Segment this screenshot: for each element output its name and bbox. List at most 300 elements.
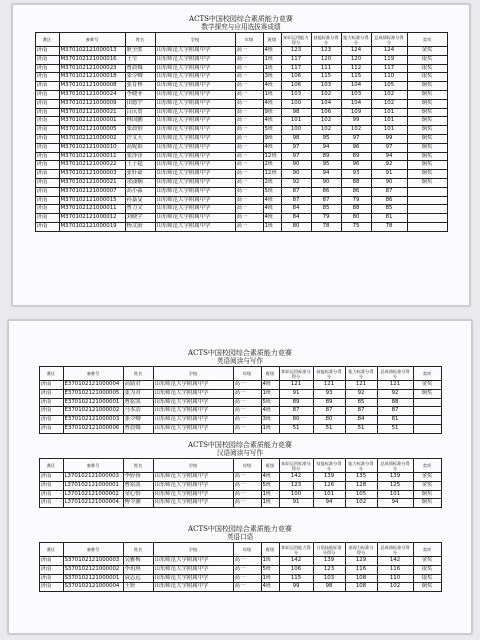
- table-cell: S370102121000004: [63, 583, 123, 592]
- table-cell: E370102121000005: [63, 389, 123, 398]
- table-cell: 100: [281, 99, 311, 108]
- table-cell: 济南: [35, 47, 59, 56]
- table-cell: 100: [279, 490, 313, 499]
- table-cell: 高一: [233, 565, 261, 574]
- table-cell: 86: [311, 187, 341, 196]
- table-cell: 78: [371, 222, 407, 231]
- table-cell: 123: [311, 47, 341, 56]
- table-cell: 高一: [233, 473, 261, 482]
- table-cell: 87: [279, 407, 313, 416]
- table-cell: 86: [341, 187, 371, 196]
- table-cell: 山东师范大学附属中学: [153, 424, 233, 433]
- table-cell: 山东师范大学附属中学: [153, 565, 233, 574]
- table-cell: 4班: [263, 82, 281, 91]
- table-cell: 123: [281, 47, 311, 56]
- table-cell: 张令卿: [123, 416, 153, 425]
- column-header: 学校: [153, 543, 233, 557]
- table-row: [35, 126, 447, 135]
- table-cell: 刘晓宇: [125, 214, 155, 223]
- table-cell: M370102121000003: [59, 170, 125, 179]
- table-cell: 山东师范大学附属中学: [155, 178, 235, 187]
- table-cell: 济南: [35, 205, 59, 214]
- table-cell: 山东师范大学附属中学: [155, 152, 235, 161]
- table-cell: 9班: [263, 108, 281, 117]
- table-cell: 山东师范大学附属中学: [155, 214, 235, 223]
- table-cell: 金奖: [413, 473, 441, 482]
- table-cell: 123: [279, 481, 313, 490]
- table-cell: 山东师范大学附属中学: [155, 47, 235, 56]
- column-header: 知识运用标准分得分: [279, 459, 313, 473]
- table-cell: 111: [311, 64, 341, 73]
- table-cell: 96: [341, 143, 371, 152]
- table-cell: 铜奖: [407, 90, 447, 99]
- table-cell: 102: [311, 90, 341, 99]
- table-cell: 济南: [35, 82, 59, 91]
- table-cell: 103: [341, 90, 371, 99]
- table-cell: M370102121000016: [59, 55, 125, 64]
- table-cell: 94: [313, 499, 345, 508]
- table-row: [39, 398, 441, 407]
- column-header: 姓名: [123, 459, 153, 473]
- table-cell: 高一: [235, 152, 263, 161]
- table-cell: 117: [371, 64, 407, 73]
- table-cell: [407, 222, 447, 231]
- column-header: 口语技能标准分得分: [313, 543, 345, 557]
- table-cell: 103: [311, 82, 341, 91]
- table-cell: 高一: [235, 205, 263, 214]
- table-cell: 89: [311, 152, 341, 161]
- table-cell: 曹力文: [125, 205, 155, 214]
- table-cell: 傅令涵: [123, 499, 153, 508]
- table-cell: 101: [281, 117, 311, 126]
- table-cell: 4班: [263, 205, 281, 214]
- table-row: [35, 205, 447, 214]
- table-cell: 林国鹏: [125, 117, 155, 126]
- table-cell: 100: [281, 126, 311, 135]
- table-cell: 142: [377, 557, 413, 566]
- table-cell: [407, 196, 447, 205]
- table-cell: M370102121000008: [59, 82, 125, 91]
- table-cell: 135: [345, 473, 377, 482]
- table-cell: 94: [371, 152, 407, 161]
- table-cell: 济南: [35, 99, 59, 108]
- table-cell: 济南: [35, 126, 59, 135]
- math-subtitle: 数学探究与应用选拔赛成绩: [201, 23, 281, 31]
- table-cell: 94: [311, 170, 341, 179]
- table-row: [35, 214, 447, 223]
- table-cell: 高一: [235, 143, 263, 152]
- table-cell: 济南: [35, 108, 59, 117]
- table-cell: 高一: [235, 90, 263, 99]
- english-speaking-title: ACTS中国校园综合素质能力竞赛: [188, 525, 292, 533]
- table-row: [35, 170, 447, 179]
- table-cell: 济南: [35, 161, 59, 170]
- column-header: 姓名: [123, 543, 153, 557]
- table-cell: 高一: [235, 222, 263, 231]
- table-cell: 2班: [263, 161, 281, 170]
- table-cell: 张晨怡: [125, 126, 155, 135]
- table-row: [39, 583, 441, 592]
- table-cell: E370102121000001: [63, 398, 123, 407]
- table-row: [35, 82, 447, 91]
- table-cell: 济南: [35, 187, 59, 196]
- column-header: 技能标准分得分: [313, 367, 345, 381]
- table-cell: M370102121000018: [59, 73, 125, 82]
- column-header: 奖项: [407, 33, 447, 47]
- table-cell: 高一: [235, 108, 263, 117]
- table-cell: 91: [279, 499, 313, 508]
- table-cell: 5班: [261, 481, 279, 490]
- table-cell: 1班: [263, 90, 281, 99]
- table-cell: 银奖: [407, 64, 447, 73]
- table-cell: 139: [313, 473, 345, 482]
- table-cell: 90: [311, 178, 341, 187]
- table-cell: 120: [311, 55, 341, 64]
- table-cell: 铜奖: [413, 499, 441, 508]
- table-cell: 106: [281, 82, 311, 91]
- table-row: [35, 143, 447, 152]
- table-cell: 铜奖: [413, 389, 441, 398]
- table-cell: 济南: [35, 55, 59, 64]
- column-header: 学校: [155, 33, 235, 47]
- table-cell: 80: [279, 416, 313, 425]
- table-cell: 袁志远: [123, 574, 153, 583]
- table-cell: 张轩豪: [125, 170, 155, 179]
- table-cell: 铜奖: [407, 117, 447, 126]
- table-row: [39, 557, 441, 566]
- table-cell: 余潇娴: [125, 178, 155, 187]
- table-cell: 121: [313, 381, 345, 390]
- table-cell: 高一: [235, 170, 263, 179]
- column-header: 总成绩标准分得分: [371, 33, 407, 47]
- table-cell: 济南: [35, 214, 59, 223]
- column-header: 能力标准分得分: [345, 459, 377, 473]
- table-row: [39, 473, 441, 482]
- table-row: [35, 99, 447, 108]
- table-cell: 85: [311, 205, 341, 214]
- column-header: 总成绩标准分得分: [377, 543, 413, 557]
- table-row: [39, 499, 441, 508]
- column-header: 奖项: [413, 459, 441, 473]
- table-cell: 山东师范大学附属中学: [153, 416, 233, 425]
- table-cell: 97: [341, 134, 371, 143]
- table-cell: 1班: [261, 557, 279, 566]
- table-cell: M370102121000013: [59, 47, 125, 56]
- table-cell: 高妮娟: [125, 143, 155, 152]
- table-cell: 金奖: [413, 557, 441, 566]
- table-row: [39, 407, 441, 416]
- table-cell: 山东师范大学附属中学: [155, 170, 235, 179]
- column-header: 赛区: [39, 543, 63, 557]
- table-cell: E370102121000004: [63, 381, 123, 390]
- table-cell: M370102121000021: [59, 178, 125, 187]
- table-cell: 4班: [263, 143, 281, 152]
- table-cell: 山东师范大学附属中学: [153, 407, 233, 416]
- table-cell: 高一: [233, 574, 261, 583]
- table-cell: 山东师范大学附属中学: [155, 134, 235, 143]
- score-sheet-bottom: [8, 320, 472, 634]
- table-cell: 4班: [261, 473, 279, 482]
- table-cell: 吴雅梅: [123, 557, 153, 566]
- table-cell: 124: [371, 47, 407, 56]
- table-row: [35, 64, 447, 73]
- table-row: [35, 134, 447, 143]
- math-section: [13, 15, 469, 232]
- table-cell: 98: [281, 134, 311, 143]
- table-cell: 5班: [263, 187, 281, 196]
- table-cell: 许文天: [125, 134, 155, 143]
- table-cell: M370102121000011: [59, 152, 125, 161]
- math-title: ACTS中国校园综合素质能力竞赛: [189, 15, 293, 23]
- table-cell: 高一: [233, 389, 261, 398]
- table-cell: 87: [313, 407, 345, 416]
- table-cell: 126: [313, 481, 345, 490]
- table-cell: M370102121000012: [59, 214, 125, 223]
- column-header: 总成绩标准分得分: [377, 459, 413, 473]
- table-cell: 张泽泽: [125, 152, 155, 161]
- table-cell: 高一: [233, 583, 261, 592]
- table-cell: 99: [371, 134, 407, 143]
- table-cell: M370102121000011: [59, 205, 125, 214]
- table-cell: 铜奖: [407, 108, 447, 117]
- table-cell: 高一: [235, 82, 263, 91]
- table-cell: 马本浩: [123, 407, 153, 416]
- table-cell: 97: [281, 143, 311, 152]
- table-cell: 银奖: [407, 73, 447, 82]
- english-reading-section: [9, 349, 471, 434]
- table-cell: 1班: [263, 64, 281, 73]
- table-cell: 97: [281, 152, 311, 161]
- table-cell: [407, 214, 447, 223]
- table-cell: 92: [345, 389, 377, 398]
- table-cell: 济南: [35, 73, 59, 82]
- table-row: [35, 161, 447, 170]
- table-cell: L370102121000004: [63, 499, 123, 508]
- table-cell: 87: [377, 407, 413, 416]
- table-cell: 铜奖: [407, 134, 447, 143]
- table-cell: [413, 398, 441, 407]
- table-cell: 102: [311, 117, 341, 126]
- table-cell: 87: [371, 187, 407, 196]
- table-cell: 101: [371, 117, 407, 126]
- column-header: 能力标准分得分: [341, 33, 371, 47]
- table-cell: 106: [279, 565, 313, 574]
- table-cell: 104: [341, 82, 371, 91]
- table-cell: 128: [345, 481, 377, 490]
- table-cell: 94: [377, 499, 413, 508]
- chinese-reading-section: [9, 441, 471, 508]
- table-row: [39, 490, 441, 499]
- table-cell: 12班: [263, 170, 281, 179]
- table-cell: 李晓菲: [125, 90, 155, 99]
- table-row: [35, 55, 447, 64]
- english-speaking-section: [9, 525, 471, 592]
- table-cell: 济南: [39, 574, 63, 583]
- table-cell: 山东师范大学附属中学: [155, 143, 235, 152]
- table-cell: 106: [281, 73, 311, 82]
- column-header: 奖项: [413, 367, 441, 381]
- table-cell: 铜奖: [413, 490, 441, 499]
- table-cell: 高一: [235, 99, 263, 108]
- chinese-reading-table: [39, 458, 442, 508]
- table-row: [39, 424, 441, 433]
- table-cell: 117: [281, 55, 311, 64]
- table-cell: 曹铭凯: [123, 481, 153, 490]
- table-cell: 山东师范大学附属中学: [153, 381, 233, 390]
- table-cell: 87: [311, 196, 341, 205]
- table-cell: 84: [281, 205, 311, 214]
- table-cell: 1班: [261, 499, 279, 508]
- table-cell: 120: [341, 55, 371, 64]
- table-body: [39, 381, 441, 434]
- table-cell: M370102121000005: [59, 126, 125, 135]
- table-cell: 84: [345, 416, 377, 425]
- table-cell: 115: [341, 73, 371, 82]
- table-cell: 116: [345, 565, 377, 574]
- table-cell: 103: [281, 90, 311, 99]
- table-cell: 98: [313, 583, 345, 592]
- table-cell: 106: [311, 108, 341, 117]
- table-row: [35, 90, 447, 99]
- table-cell: 山东师范大学附属中学: [153, 499, 233, 508]
- table-cell: 119: [371, 55, 407, 64]
- column-header: 知识运用能力得分: [281, 33, 311, 47]
- table-cell: 4班: [263, 196, 281, 205]
- table-cell: 90: [281, 170, 311, 179]
- table-cell: 95: [311, 134, 341, 143]
- table-cell: 铜奖: [407, 161, 447, 170]
- table-cell: 79: [311, 214, 341, 223]
- table-row: [35, 108, 447, 117]
- table-cell: 129: [345, 557, 377, 566]
- table-cell: 张育林: [125, 82, 155, 91]
- table-cell: 101: [377, 490, 413, 499]
- table-cell: 山东师范大学附属中学: [155, 222, 235, 231]
- table-cell: 高一: [233, 490, 261, 499]
- table-row: [35, 152, 447, 161]
- table-cell: 杨文蔚: [125, 222, 155, 231]
- table-cell: 101: [371, 126, 407, 135]
- table-cell: 山东师范大学附属中学: [155, 205, 235, 214]
- table-cell: L370102121000001: [63, 481, 123, 490]
- table-cell: 铜奖: [407, 99, 447, 108]
- table-cell: 济南: [39, 424, 63, 433]
- table-cell: 87: [281, 187, 311, 196]
- table-cell: 102: [377, 583, 413, 592]
- table-cell: 金奖: [413, 481, 441, 490]
- table-cell: 1班: [261, 389, 279, 398]
- table-cell: 75: [341, 222, 371, 231]
- table-cell: 山东师范大学附属中学: [155, 196, 235, 205]
- table-cell: 高一: [233, 557, 261, 566]
- column-header: 奖项: [413, 543, 441, 557]
- column-header: 年级: [233, 543, 261, 557]
- table-cell: 曹晨娜: [125, 64, 155, 73]
- table-cell: 102: [371, 99, 407, 108]
- table-cell: 93: [313, 389, 345, 398]
- column-header: 班级: [261, 543, 279, 557]
- table-cell: 5班: [261, 565, 279, 574]
- table-cell: 李玥琪: [123, 565, 153, 574]
- table-cell: 1班: [261, 424, 279, 433]
- table-cell: 125: [377, 481, 413, 490]
- chinese-reading-subtitle: 汉语阅读与写作: [216, 449, 264, 457]
- column-header: 表现力标准分得分: [345, 543, 377, 557]
- table-cell: 110: [377, 574, 413, 583]
- column-header: 班级: [261, 367, 279, 381]
- table-body: [35, 47, 447, 232]
- table-cell: M370102121000002: [59, 134, 125, 143]
- table-cell: 济南: [35, 196, 59, 205]
- table-cell: 139: [313, 557, 345, 566]
- table-cell: 105: [371, 82, 407, 91]
- table-cell: 济南: [39, 416, 63, 425]
- table-cell: 80: [281, 222, 311, 231]
- table-row: [35, 187, 447, 196]
- table-cell: 1班: [263, 55, 281, 64]
- table-cell: 张为君: [123, 389, 153, 398]
- english-reading-table: [39, 366, 442, 434]
- table-row: [35, 117, 447, 126]
- table-cell: 112: [341, 64, 371, 73]
- table-cell: 89: [279, 398, 313, 407]
- table-cell: 王莹: [125, 55, 155, 64]
- table-cell: 济南: [39, 407, 63, 416]
- column-header: 赛区: [35, 33, 59, 47]
- table-cell: 108: [345, 574, 377, 583]
- table-cell: 银奖: [413, 574, 441, 583]
- column-header: 年级: [233, 367, 261, 381]
- table-cell: 3班: [261, 416, 279, 425]
- table-cell: 90: [371, 178, 407, 187]
- table-cell: 山东师范大学附属中学: [153, 557, 233, 566]
- table-cell: 110: [371, 73, 407, 82]
- table-cell: 济南: [35, 152, 59, 161]
- table-cell: 银奖: [413, 565, 441, 574]
- column-header: 姓名: [123, 367, 153, 381]
- table-cell: 济南: [35, 117, 59, 126]
- table-cell: 80: [341, 214, 371, 223]
- table-cell: 92: [371, 161, 407, 170]
- table-row: [35, 47, 447, 56]
- table-cell: 89: [313, 398, 345, 407]
- column-header: 学校: [153, 459, 233, 473]
- table-cell: 银奖: [407, 55, 447, 64]
- table-cell: 1班: [261, 490, 279, 499]
- table-cell: 79: [341, 196, 371, 205]
- table-cell: 山东师范大学附属中学: [155, 187, 235, 196]
- table-cell: 曹铭凯: [123, 398, 153, 407]
- table-row: [39, 481, 441, 490]
- table-cell: 1班: [261, 574, 279, 583]
- table-row: [35, 73, 447, 82]
- column-header: 赛区: [39, 459, 63, 473]
- table-cell: M370102121000010: [59, 143, 125, 152]
- table-cell: 王妍: [123, 583, 153, 592]
- table-cell: 金奖: [413, 381, 441, 390]
- table-cell: 高一: [233, 407, 261, 416]
- table-cell: 济南: [35, 170, 59, 179]
- table-cell: 93: [341, 170, 371, 179]
- table-cell: 103: [313, 574, 345, 583]
- column-header: 参赛号: [63, 543, 123, 557]
- table-cell: 5班: [261, 398, 279, 407]
- table-row: [39, 565, 441, 574]
- table-cell: 101: [371, 108, 407, 117]
- table-cell: [413, 416, 441, 425]
- table-cell: 96: [341, 161, 371, 170]
- column-header: 年级: [235, 33, 263, 47]
